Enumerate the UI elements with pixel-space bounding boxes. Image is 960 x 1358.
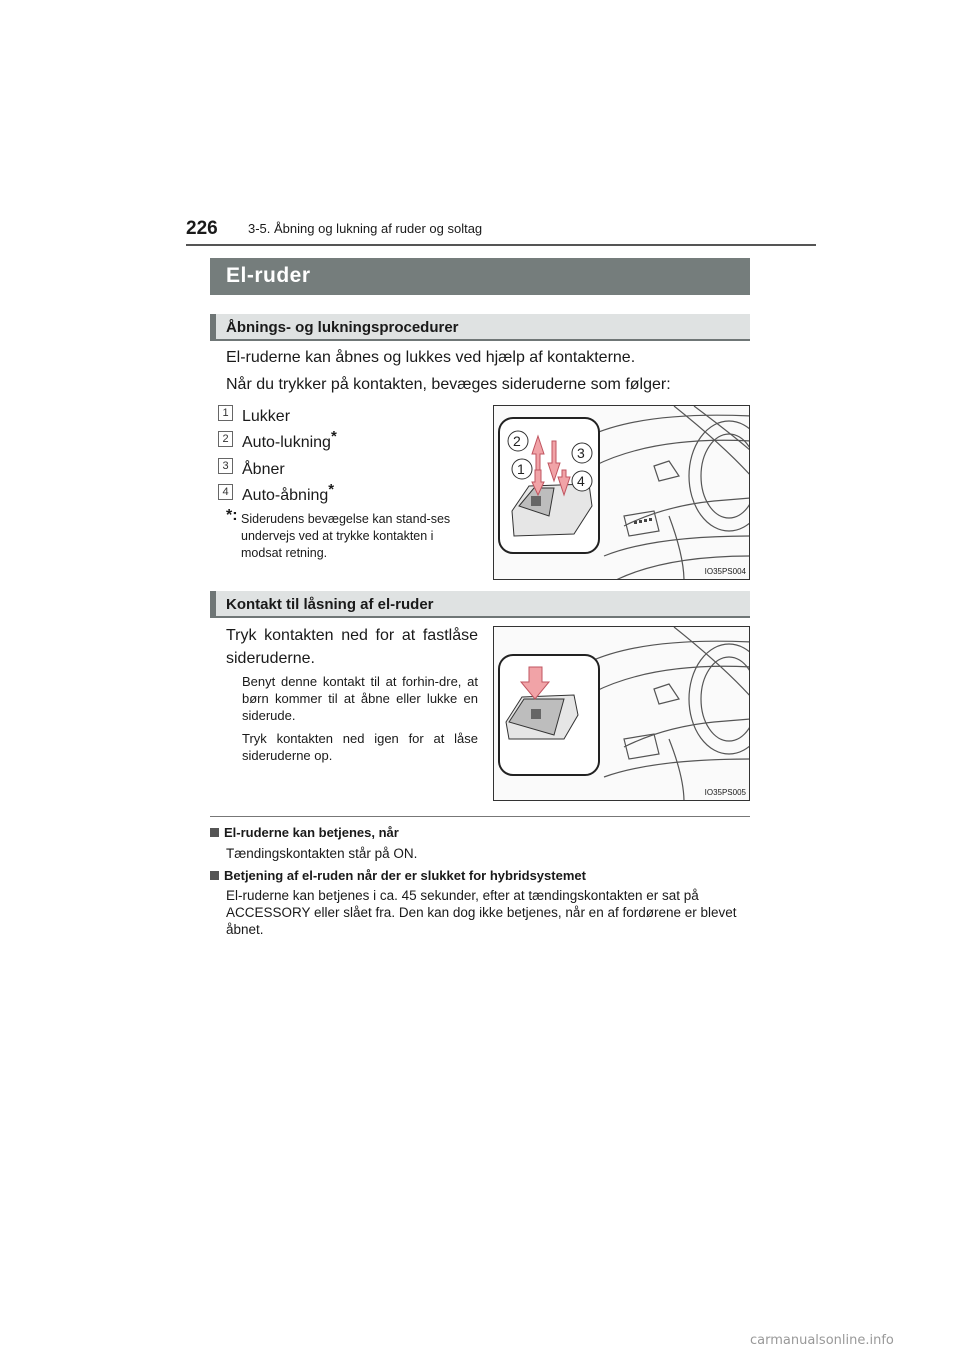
lock-instruction: Tryk kontakten ned for at fastlåse sideruderne. <box>226 627 478 667</box>
subsection-title: Kontakt til låsning af el-ruder <box>226 596 434 613</box>
note-body: Tændingskontakten står på ON. <box>226 846 418 861</box>
window-switch-illustration <box>493 405 750 580</box>
lock-note-2: Tryk kontakten ned igen for at låse sideruderne op. <box>242 731 478 763</box>
square-bullet-icon <box>210 828 219 837</box>
page-number: 226 <box>186 218 218 239</box>
list-number: 2 <box>218 431 233 447</box>
callout-label: 4 <box>577 473 585 489</box>
list-label: Åbner <box>242 461 285 478</box>
page-header <box>186 218 816 246</box>
chapter-title: 3-5. Åbning og lukning af ruder og soltag <box>248 221 483 236</box>
list-number: 3 <box>218 458 233 474</box>
section-title-bar <box>210 258 750 295</box>
callout-label: 1 <box>517 461 525 477</box>
lock-switch-illustration <box>493 626 750 801</box>
dashboard-drawing <box>494 627 750 801</box>
subsection-procedures <box>210 314 750 341</box>
watermark: carmanualsonline.info <box>750 1333 894 1348</box>
callout-label: 3 <box>577 445 585 461</box>
list-number: 1 <box>218 405 233 421</box>
illustration-code: IO35PS005 <box>704 788 746 797</box>
illustration-code: IO35PS004 <box>704 567 746 576</box>
callout-label: 2 <box>513 433 521 449</box>
footnote-text: Siderudens bevægelse kan stand-ses undervejs ved at trykke kontakten i modsat retning. <box>241 512 451 560</box>
list-label: Lukker <box>242 408 291 425</box>
notes-divider <box>210 816 750 817</box>
dashboard-drawing <box>494 406 750 580</box>
intro-text-2: Når du trykker på kontakten, bevæges sideruderne som følger: <box>226 376 671 393</box>
list-label: Auto-åbning* <box>242 481 335 504</box>
list-label: Auto-lukning* <box>242 428 337 451</box>
subsection-title: Åbnings- og lukningsprocedurer <box>226 319 459 336</box>
lock-note-1: Benyt denne kontakt til at forhin-dre, at børn kommer til at åbne eller lukke en siderude. <box>242 674 478 723</box>
note-body: El-ruderne kan betjenes i ca. 45 sekunder, efter at tændingskontakten er sat på ACCESSORY eller slået fra. Den kan dog ikke betjenes, når en af fordørene er blevet åbnet. <box>226 888 737 937</box>
list-number: 4 <box>218 484 233 500</box>
intro-text-1: El-ruderne kan åbnes og lukkes ved hjælp af kontakterne. <box>226 349 636 366</box>
subsection-lock <box>210 591 750 618</box>
square-bullet-icon <box>210 871 219 880</box>
footnote-mark: *: <box>226 507 238 524</box>
section-title: El-ruder <box>226 264 311 287</box>
note-heading: El-ruderne kan betjenes, når <box>210 825 399 840</box>
note-heading: Betjening af el-ruden når der er slukket for hybridsystemet <box>210 868 586 883</box>
